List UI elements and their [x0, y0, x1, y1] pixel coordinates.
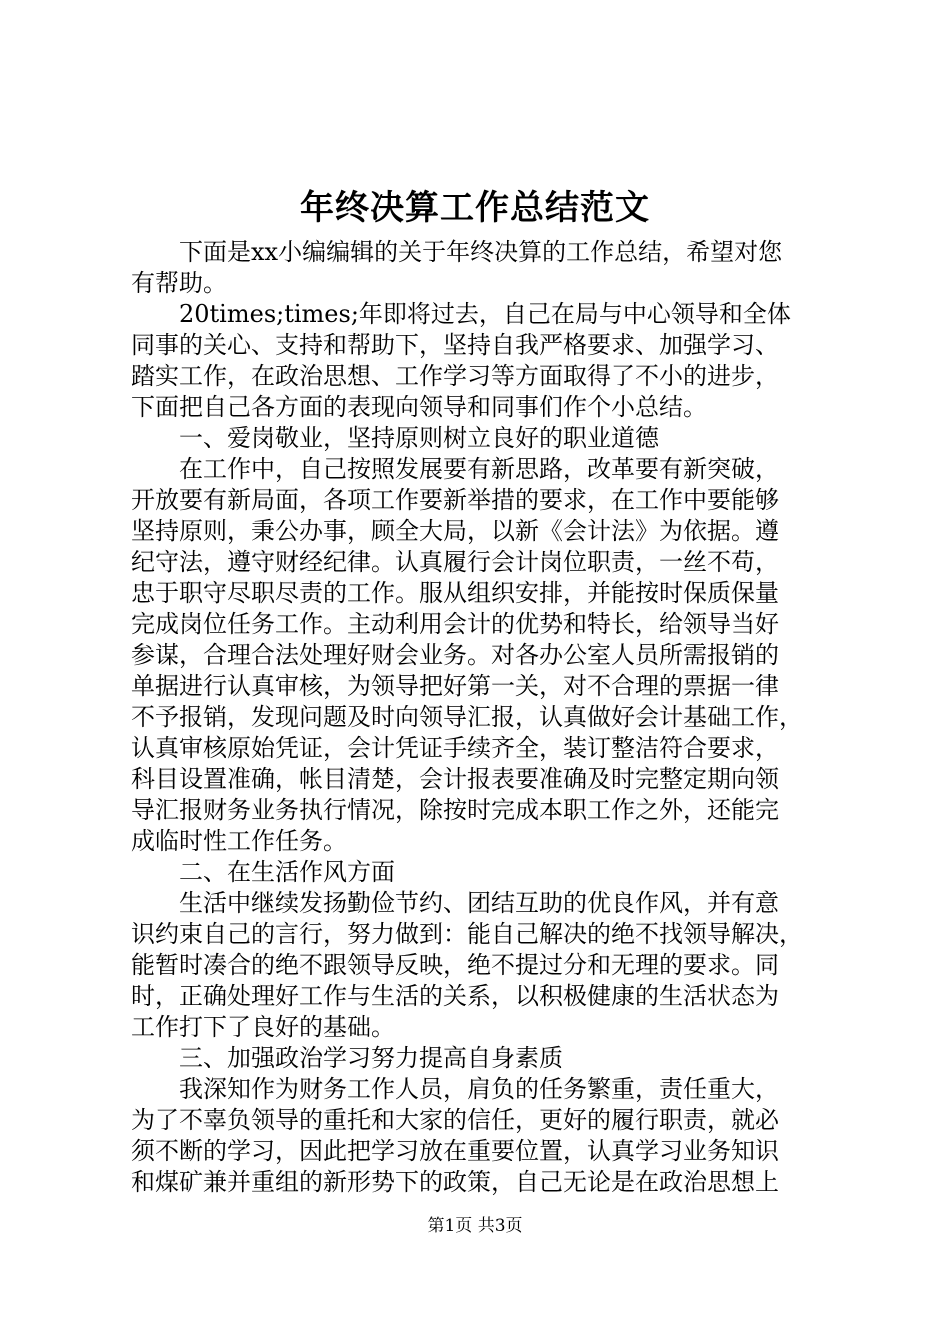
body-line: 为了不辜负领导的重托和大家的信任，更好的履行职责，就必 [131, 1106, 779, 1134]
body-line: 单据进行认真审核，为领导把好第一关，对不合理的票据一律 [131, 672, 779, 700]
document-body [131, 237, 841, 1198]
body-line: 开放要有新局面，各项工作要新举措的要求，在工作中要能够 [131, 486, 779, 514]
body-line: 我深知作为财务工作人员，肩负的任务繁重，责任重大， [131, 1075, 779, 1103]
body-line: 成临时性工作任务。 [131, 827, 347, 855]
body-line: 下面把自己各方面的表现向领导和同事们作个小总结。 [131, 393, 707, 421]
body-line: 完成岗位任务工作。主动利用会计的优势和特长，给领导当好 [131, 610, 779, 638]
body-line: 踏实工作，在政治思想、工作学习等方面取得了不小的进步， [131, 362, 779, 390]
section-heading: 一、爱岗敬业，坚持原则树立良好的职业道德 [131, 424, 659, 452]
body-line: 20times;times;年即将过去，自己在局与中心领导和全体 [131, 300, 791, 328]
body-line: 不予报销，发现问题及时向领导汇报，认真做好会计基础工作， [131, 703, 803, 731]
body-line: 和煤矿兼并重组的新形势下的政策，自己无论是在政治思想上 [131, 1168, 779, 1196]
body-line: 坚持原则，秉公办事，顾全大局，以新《会计法》为依据。遵 [131, 517, 779, 545]
document-title: 年终决算工作总结范文 [300, 188, 650, 228]
section-heading: 二、在生活作风方面 [131, 858, 395, 886]
body-line: 科目设置准确，帐目清楚，会计报表要准确及时完整定期向领 [131, 765, 779, 793]
body-line: 识约束自己的言行，努力做到：能自己解决的绝不找领导解决， [131, 920, 803, 948]
body-line: 生活中继续发扬勤俭节约、团结互助的优良作风，并有意 [131, 889, 779, 917]
body-line: 须不断的学习，因此把学习放在重要位置，认真学习业务知识 [131, 1137, 779, 1165]
body-line: 同事的关心、支持和帮助下，坚持自我严格要求、加强学习、 [131, 331, 779, 359]
body-line: 忠于职守尽职尽责的工作。服从组织安排，并能按时保质保量 [131, 579, 779, 607]
body-line: 有帮助。 [131, 269, 227, 297]
body-line: 导汇报财务业务执行情况，除按时完成本职工作之外，还能完 [131, 796, 779, 824]
body-line: 纪守法，遵守财经纪律。认真履行会计岗位职责，一丝不苟， [131, 548, 779, 576]
body-line: 认真审核原始凭证，会计凭证手续齐全，装订整洁符合要求， [131, 734, 779, 762]
body-line: 时，正确处理好工作与生活的关系，以积极健康的生活状态为 [131, 982, 779, 1010]
body-line: 在工作中，自己按照发展要有新思路，改革要有新突破， [131, 455, 779, 483]
body-line: 工作打下了良好的基础。 [131, 1013, 395, 1041]
body-line: 参谋，合理合法处理好财会业务。对各办公室人员所需报销的 [131, 641, 779, 669]
page-number-footer: 第1页 共3页 [427, 1216, 523, 1236]
body-line: 下面是xx小编编辑的关于年终决算的工作总结，希望对您 [131, 238, 783, 266]
section-heading: 三、加强政治学习努力提高自身素质 [131, 1044, 563, 1072]
body-line: 能暂时凑合的绝不跟领导反映，绝不提过分和无理的要求。同 [131, 951, 779, 979]
